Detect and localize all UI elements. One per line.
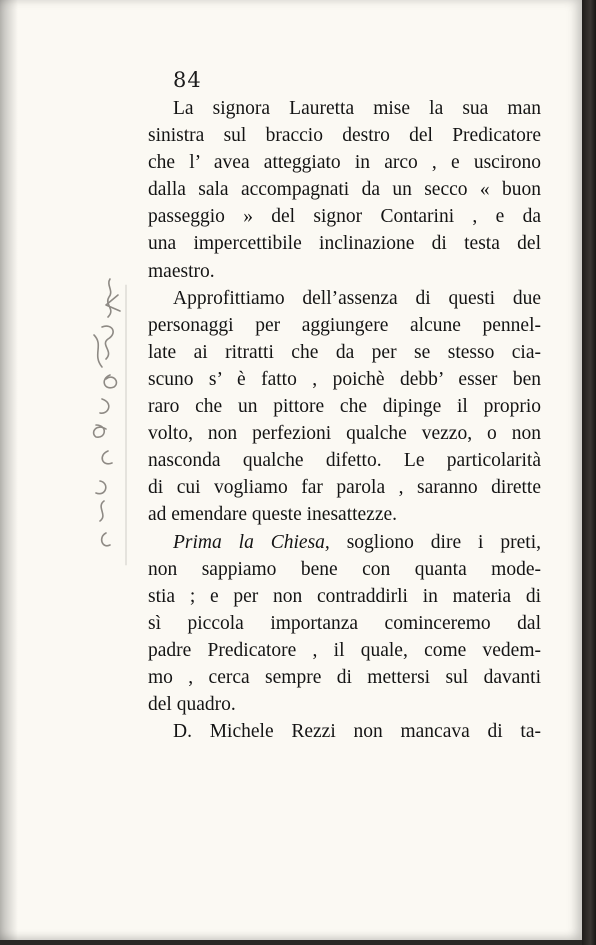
text-line: mo , cerca sempre di mettersi sul davanti — [148, 666, 541, 688]
text-line: D. Michele Rezzi non mancava di ta- — [173, 721, 541, 743]
text-line: nasconda qualche difetto. Le particolarità — [148, 450, 541, 472]
text-line: sì piccola importanza cominceremo dal — [148, 612, 541, 634]
text-line: maestro. — [148, 260, 215, 282]
text-line: scuno s’ è fatto , poichè debb’ esser ben — [148, 368, 541, 390]
italic-phrase: Prima la Chiesa, — [173, 531, 330, 553]
text-line: passeggio » del signor Contarini , e da — [148, 206, 541, 228]
text-line: Approfittiamo dell’assenza di questi due — [173, 287, 541, 309]
text-line: dalla sala accompagnati da un secco « buon — [148, 179, 541, 201]
text-line: una impercettibile inclinazione di testa del — [148, 233, 541, 255]
paragraph-2 — [148, 285, 541, 529]
text-line: raro che un pittore che dipinge il proprio — [148, 396, 541, 418]
text-line: stia ; e per non contraddirli in materia di — [148, 585, 541, 607]
paragraph-4 — [148, 718, 541, 745]
paragraph-3 — [148, 529, 541, 719]
text-line: late ai ritratti che da per se stesso cia- — [148, 341, 541, 363]
text-line: volto, non perfezioni qualche vezzo, o non — [148, 423, 541, 445]
text-line: ad emendare queste inesattezze. — [148, 504, 398, 526]
text-line — [148, 529, 541, 556]
text-line: padre Predicatore , il quale, come vedem- — [148, 639, 541, 661]
text-line: non sappiamo bene con quanta mode- — [148, 558, 541, 580]
text-line: che l’ avea atteggiato in arco , e uscirono — [148, 152, 541, 174]
text-line: di cui vogliamo far parola , saranno dirette — [148, 477, 541, 499]
spine-shadow — [0, 0, 18, 940]
text-fragment: sogliono dire i preti, — [329, 531, 541, 553]
page-edge — [582, 0, 596, 945]
text-line: del quadro. — [148, 694, 236, 716]
page-number: 84 — [173, 68, 202, 92]
handwritten-annotation — [62, 275, 132, 575]
paragraph-1 — [148, 95, 541, 285]
body-text — [148, 95, 541, 745]
text-line: sinistra sul braccio destro del Predicatore — [148, 125, 541, 147]
text-line: La signora Lauretta mise la sua man — [173, 98, 541, 119]
text-line: personaggi per aggiungere alcune pennel- — [148, 314, 541, 336]
